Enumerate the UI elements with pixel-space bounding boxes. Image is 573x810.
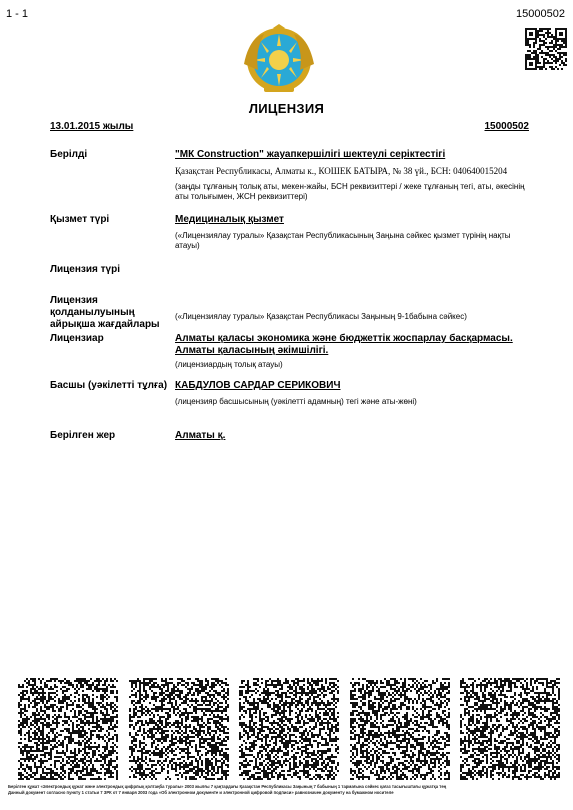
footer-line-kz: Берілген құжат «Электрондық құжат және электрондық цифрлық қолтаңба туралы» 2003 жылғы 7 қаңтардағы Қазақстан Республикасы Заңының 7 бабының 1 тармағына сәйкес қағаз тасығыштағы құжатқа тең [8,784,447,789]
issued-place-value: Алматы қ. [175,430,226,441]
barcode-1 [18,678,118,780]
barcode-5 [460,678,560,780]
activity-type-note: («Лицензиялау туралы» Қазақстан Республикасының Заңына сәйкес қызмет түрінің нақты атауы) [175,231,511,250]
footer-line-ru: Данный документ согласно пункту 1 статьи 7 ЗРК от 7 января 2003 года «Об электронном документе и электронной цифровой подписи» равнозначен документу на бумажном носителе [8,790,394,795]
issued-to-label: Берілді [50,149,88,160]
page-indicator: 1 - 1 [6,8,29,20]
barcode-4 [350,678,450,780]
head-value: КАБДУЛОВ САРДАР СЕРИКОВИЧ [175,380,341,391]
barcode-2 [129,678,229,780]
legal-footer [8,784,568,796]
activity-type-label: Қызмет түрі [50,214,110,225]
head-label: Басшы (уәкілетті тұлға) [50,380,168,391]
state-emblem-icon [240,24,318,94]
license-type-label: Лицензия түрі [50,264,120,275]
licensor-note: (лицензиардың толық атауы) [175,360,283,369]
licensor-label: Лицензиар [50,333,104,344]
barcode-strip [18,678,560,780]
barcode-3 [239,678,339,780]
licensor-value: Алматы қаласы экономика және бюджеттік жоспарлау басқармасы. Алматы қаласының әкімшілігі. [175,333,513,356]
qr-code [525,28,567,70]
document-number-top: 15000502 [516,8,565,20]
license-number: 15000502 [484,121,529,132]
issue-date: 13.01.2015 жылы [50,121,134,132]
issued-to-value: "МК Construction" жауапкершілігі шектеулі серіктестігі [175,149,446,160]
document-title: ЛИЦЕНЗИЯ [248,101,325,116]
issued-place-label: Берілген жер [50,430,116,441]
special-conditions-note: («Лицензиялау туралы» Қазақстан Республикасы Заңының 9-1бабына сәйкес) [175,312,467,321]
issued-to-note: (заңды тұлғаның толық аты, мекен-жайы, БСН реквизиттері / жеке тұлғаның тегі, аты, әкесінің аты толығымен, ЖСН реквизиттері) [175,182,525,201]
special-conditions-label: Лицензия қолданылуының айрықша жағдайлары [50,295,160,330]
head-note: (лицензияр басшысының (уәкілетті адамның) тегі және аты-жөні) [175,397,417,406]
activity-type-value: Медициналық қызмет [175,214,284,225]
issued-to-address: Қазақстан Республикасы, Алматы к., КОШЕК БАТЫРА, № 38 үй., БСН: 040640015204 [175,166,508,176]
